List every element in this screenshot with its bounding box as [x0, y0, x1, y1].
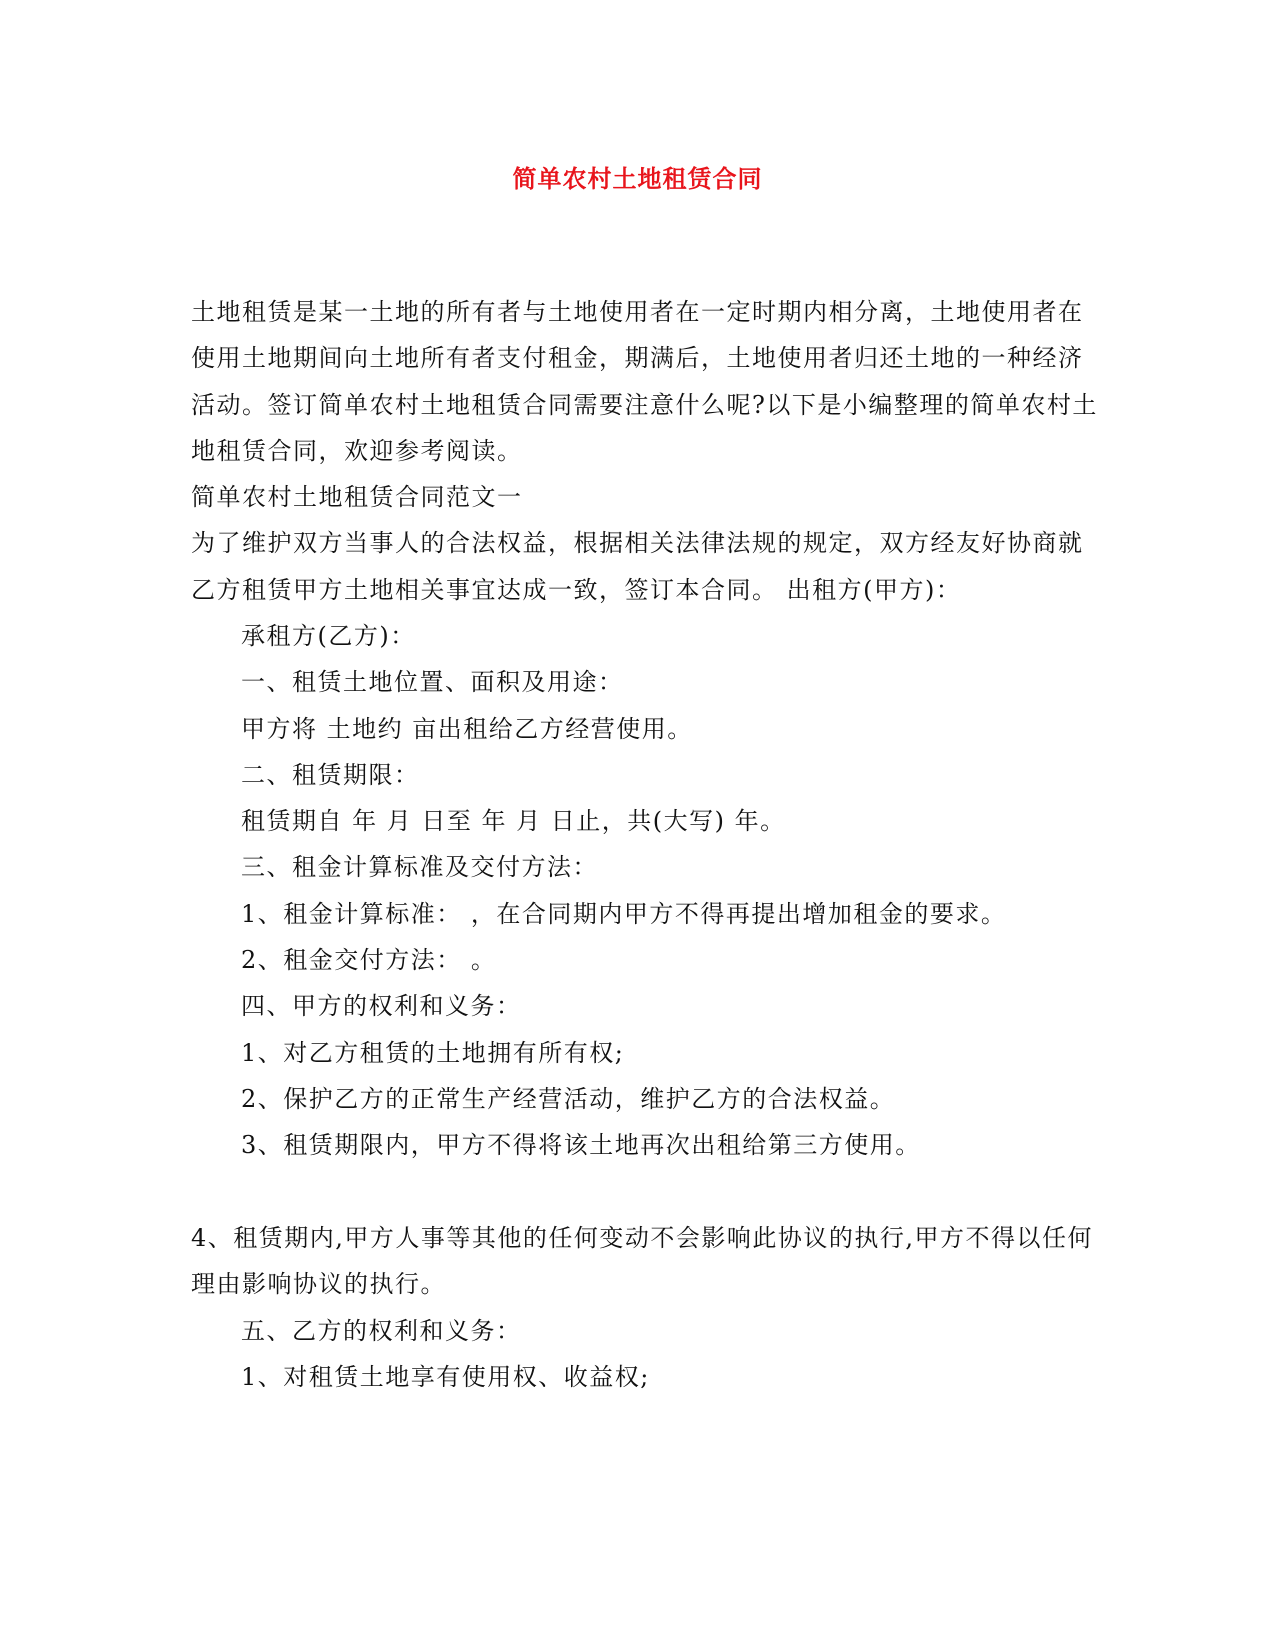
document-title: 简单农村土地租赁合同	[512, 164, 763, 193]
intro-line-2: 使用土地期间向土地所有者支付租金，期满后，土地使用者归还土地的一种经济	[191, 344, 1084, 372]
section-4-item-2: 2、保护乙方的正常生产经营活动，维护乙方的合法权益。	[241, 1085, 896, 1113]
section-3-heading: 三、租金计算标准及交付方法：	[241, 853, 598, 881]
section-1-heading: 一、租赁土地位置、面积及用途：	[241, 668, 624, 696]
intro-line-3: 活动。签订简单农村土地租赁合同需要注意什么呢?以下是小编整理的简单农村土	[191, 391, 1098, 419]
intro-line-1: 土地租赁是某一土地的所有者与土地使用者在一定时期内相分离，土地使用者在	[191, 298, 1084, 326]
section-5-item-1: 1、对租赁土地享有使用权、收益权;	[241, 1363, 650, 1391]
section-3-item-1: 1、租金计算标准： ，在合同期内甲方不得再提出增加租金的要求。	[241, 900, 1007, 928]
section-4-heading: 四、甲方的权利和义务：	[241, 992, 522, 1020]
section-5-heading: 五、乙方的权利和义务：	[241, 1317, 522, 1345]
section-4-item-4-line-2: 理由影响协议的执行。	[191, 1270, 446, 1298]
section-4-item-3: 3、租赁期限内，甲方不得将该土地再次出租给第三方使用。	[241, 1131, 921, 1159]
section-4-item-1: 1、对乙方租赁的土地拥有所有权;	[241, 1039, 625, 1067]
intro-line-4: 地租赁合同，欢迎参考阅读。	[191, 437, 523, 465]
preamble-line-2: 乙方租赁甲方土地相关事宜达成一致，签订本合同。 出租方(甲方)：	[191, 576, 962, 604]
section-2-heading: 二、租赁期限：	[241, 761, 420, 789]
section-2-text: 租赁期自 年 月 日至 年 月 日止，共(大写) 年。	[241, 807, 786, 835]
section-1-text: 甲方将 土地约 亩出租给乙方经营使用。	[241, 715, 693, 743]
section-3-item-2: 2、租金交付方法： 。	[241, 946, 497, 974]
sample-heading: 简单农村土地租赁合同范文一	[191, 483, 523, 511]
preamble-line-1: 为了维护双方当事人的合法权益，根据相关法律法规的规定，双方经友好协商就	[191, 529, 1084, 557]
lessee-line: 承租方(乙方)：	[241, 622, 416, 650]
section-4-item-4-line-1: 4、租赁期内,甲方人事等其他的任何变动不会影响此协议的执行,甲方不得以任何	[191, 1224, 1094, 1252]
